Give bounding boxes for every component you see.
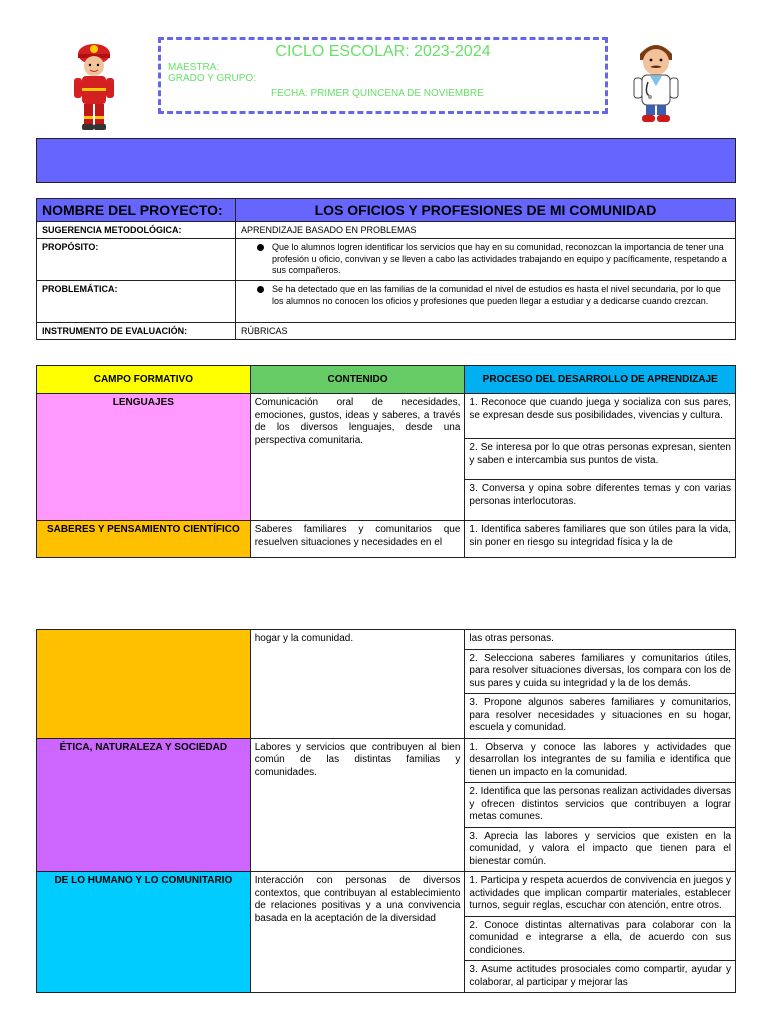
proceso-item: 3. Asume actitudes prosociales como compartir, ayudar y colaborar, al participar y mejorar las xyxy=(469,964,731,988)
project-name-row xyxy=(37,199,736,222)
project-row-label: PROPÓSITO: xyxy=(37,239,236,281)
project-row-label: INSTRUMENTO DE EVALUACIÓN: xyxy=(37,323,236,340)
project-row xyxy=(37,281,736,323)
proceso-item: 2. Conoce distintas alternativas para colaborar con la comunidad e integrarse a ella, de acuerdo con sus condiciones. xyxy=(465,917,735,962)
project-table xyxy=(36,198,736,340)
proceso-item: 2. Se interesa por lo que otras personas expresan, sienten y saben e intercambia sus puntos de vista. xyxy=(465,439,735,480)
project-row xyxy=(37,239,736,281)
firefighter-icon xyxy=(68,40,120,132)
campo-name: ÉTICA, NATURALEZA Y SOCIEDAD xyxy=(37,738,251,872)
campo-name: LENGUAJES xyxy=(37,394,251,521)
proceso-item: las otras personas. xyxy=(465,630,735,650)
proceso-item: 1. Identifica saberes familiares que son útiles para la vida, sin poner en riesgo su integridad física y la de xyxy=(469,524,731,548)
proceso-item: 1. Participa y respeta acuerdos de convivencia en juegos y actividades que implican compartir materiales, establecer turnos, seguir reglas, escuchar con atención, entre otros. xyxy=(465,872,735,917)
campo-table-continued xyxy=(36,629,736,993)
campo-header-row xyxy=(37,366,736,394)
project-row-value xyxy=(236,239,736,281)
proceso-item: 2. Identifica que las personas realizan actividades diversas y ofrecen distintos servicios que contribuyen a lograr metas comunes. xyxy=(465,783,735,828)
grade-label: GRADO Y GRUPO: xyxy=(168,73,256,84)
proceso-cell xyxy=(465,394,736,521)
contenido-text: Interacción con personas de diversos contextos, que contribuyan al establecimiento de relaciones positivas y a una convivencia basada en la aceptación de la diversidad xyxy=(250,872,465,993)
proceso-item: 1. Observa y conoce las labores y actividades que desarrollan los integrantes de su familia e identifica que tienen un impacto en la comunidad. xyxy=(465,739,735,784)
campo-row xyxy=(37,872,736,993)
project-name-label: NOMBRE DEL PROYECTO: xyxy=(37,199,236,222)
proceso-item: 1. Reconoce que cuando juega y socializa con sus pares, se expresan desde sus posibilidades, vivencias y cultura. xyxy=(465,394,735,439)
campo-row xyxy=(37,394,736,521)
project-row-label: PROBLEMÁTICA: xyxy=(37,281,236,323)
purpose-text: Que lo alumnos logren identificar los servicios que hay en su comunidad, reconozcan la importancia de tener una profesión u oficio, convivan y se lleven a cabo las actividades trabajando en equipo y pacíficamente, respetando a sus compañeros. xyxy=(272,242,727,275)
campo-continuation xyxy=(36,629,738,1024)
project-name-value: LOS OFICIOS Y PROFESIONES DE MI COMUNIDAD xyxy=(236,199,736,222)
project-row-value xyxy=(236,281,736,323)
contenido-text: Saberes familiares y comunitarios que resuelven situaciones y necesidades en el xyxy=(250,521,465,558)
proceso-item: 3. Conversa y opina sobre diferentes temas y con varias personas interlocutoras. xyxy=(469,483,731,507)
proceso-cell xyxy=(465,738,736,872)
proceso-cell xyxy=(465,630,736,739)
campo-name-continued xyxy=(37,630,251,739)
campo-name: DE LO HUMANO Y LO COMUNITARIO xyxy=(37,872,251,993)
contenido-text: Comunicación oral de necesidades, emociones, gustos, ideas y saberes, a través de los diversos lenguajes, desde una perspectiva comunitaria. xyxy=(250,394,465,521)
campo-row xyxy=(37,738,736,872)
project-row-label: SUGERENCIA METODOLÓGICA: xyxy=(37,222,236,239)
proceso-item: 3. Propone algunos saberes familiares y comunitarios, para resolver necesidades y situaciones en su hogar, escuela y comunidad. xyxy=(469,697,731,733)
contenido-header: CONTENIDO xyxy=(250,366,465,394)
campo-row xyxy=(37,521,736,558)
contenido-text: hogar y la comunidad. xyxy=(250,630,465,739)
project-row xyxy=(37,222,736,239)
proceso-cell xyxy=(465,872,736,993)
bullet-icon xyxy=(257,244,264,251)
proceso-cell xyxy=(465,521,736,558)
project-row xyxy=(37,323,736,340)
doctor-icon xyxy=(630,38,682,124)
teacher-label: MAESTRA: xyxy=(168,62,220,73)
campo-name: SABERES Y PENSAMIENTO CIENTÍFICO xyxy=(37,521,251,558)
campo-header: CAMPO FORMATIVO xyxy=(37,366,251,394)
project-row-value: RÚBRICAS xyxy=(236,323,736,340)
campo-table xyxy=(36,365,736,558)
header-box xyxy=(158,37,608,114)
project-row-value: APRENDIZAJE BASADO EN PROBLEMAS xyxy=(236,222,736,239)
proceso-header: PROCESO DEL DESARROLLO DE APRENDIZAJE xyxy=(465,366,736,394)
bullet-icon xyxy=(257,286,264,293)
date-label: FECHA: PRIMER QUINCENA DE NOVIEMBRE xyxy=(271,88,484,99)
proceso-item: 2. Selecciona saberes familiares y comunitarios útiles, para resolver situaciones diversas, los compara con los de sus pares y cuida su integridad y la de los demás. xyxy=(465,650,735,695)
proceso-item: 3. Aprecia las labores y servicios que existen en la comunidad, y valora el impacto que tienen para el bienestar común. xyxy=(469,830,731,867)
campo-row xyxy=(37,630,736,739)
school-cycle: CICLO ESCOLAR: 2023-2024 xyxy=(275,43,491,60)
contenido-text: Labores y servicios que contribuyen al bien común de las distintas familias y comunidades. xyxy=(250,738,465,872)
problem-text: Se ha detectado que en las familias de la comunidad el nivel de estudios es hasta el nivel secundaria, por lo que los alumnos no conocen los oficios y profesiones que pueden llegar a estudiar y a dedicarse cuando crezcan. xyxy=(272,284,721,306)
title-banner xyxy=(36,138,736,183)
